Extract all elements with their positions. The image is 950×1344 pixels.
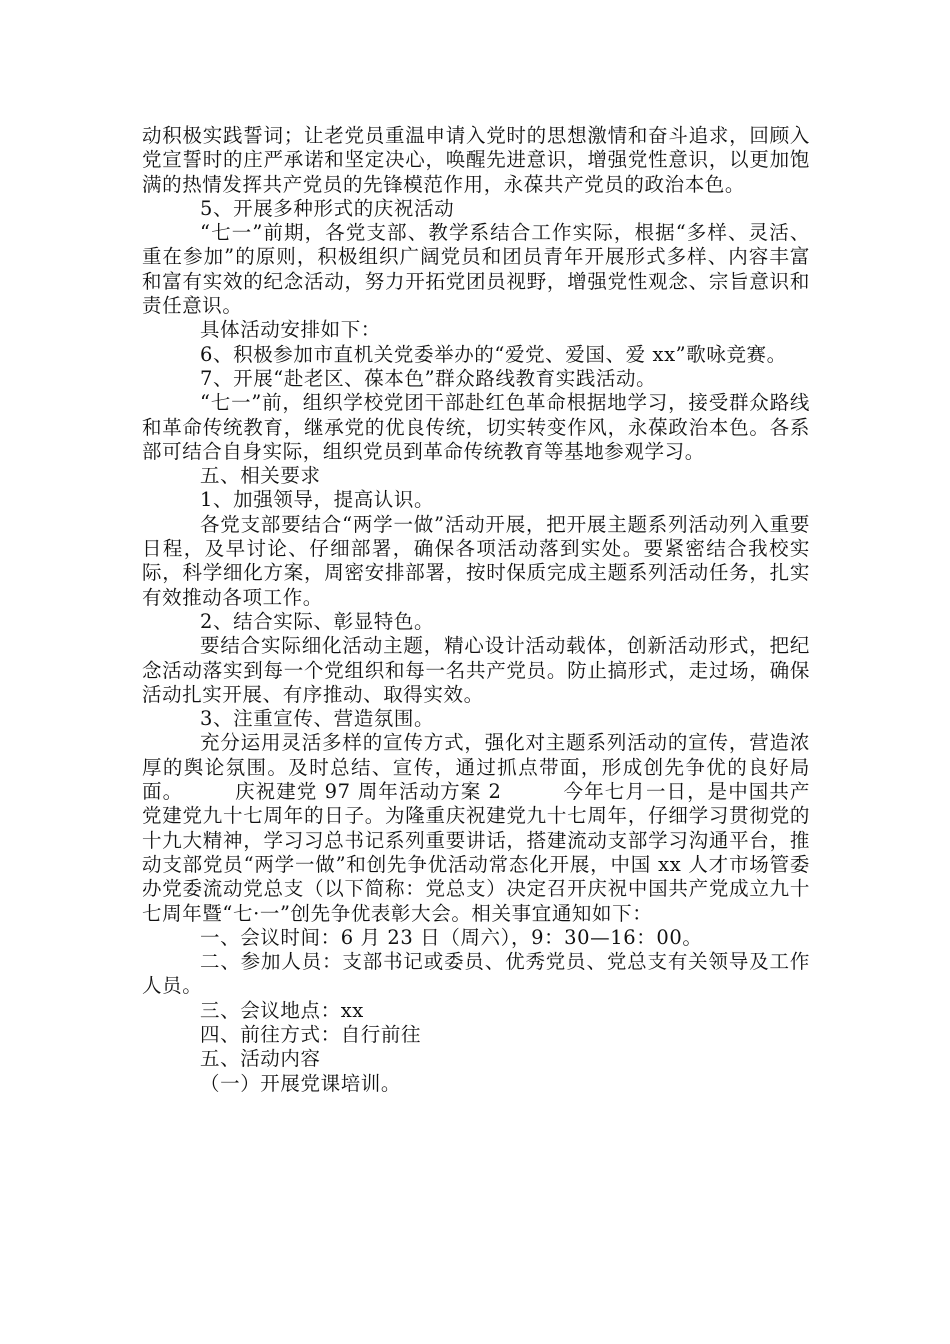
subsection-heading: 1、加强领导，提高认识。: [200, 488, 435, 512]
document-page: [142, 124, 810, 1096]
body-paragraph: 要结合实际细化活动主题，精心设计活动载体，创新活动形式，把纪念活动落实到每一个党组织和每一名共产党员。防止搞形式，走过场，确保活动扎实开展、有序推动、取得实效。: [142, 634, 810, 706]
list-item: 四、前往方式：自行前往: [200, 1022, 422, 1046]
section-heading: 五、活动内容: [200, 1047, 321, 1071]
section-heading: 五、相关要求: [200, 464, 321, 488]
subsection-heading: （一）开展党课培训。: [200, 1071, 402, 1095]
subsection-heading: 2、结合实际、彰显特色。: [200, 609, 435, 633]
body-paragraph: 各党支部要结合“两学一做”活动开展，把开展主题系列活动列入重要日程，及早讨论、仔细部署，确保各项活动落到实处。要紧密结合我校实际，科学细化方案，周密安排部署，按时保质完成主题系列活动任务，扎实有效推动各项工作。: [142, 512, 810, 609]
list-item: 三、会议地点：xx: [200, 998, 364, 1022]
body-paragraph: 动积极实践誓词；让老党员重温申请入党时的思想激情和奋斗追求，回顾入党宣誓时的庄严承诺和坚定决心，唤醒先进意识，增强党性意识，以更加饱满的热情发挥共产党员的先锋模范作用，永葆共产党员的政治本色。: [142, 124, 810, 196]
subsection-heading: 3、注重宣传、营造氛围。: [200, 707, 435, 731]
body-paragraph: “七一”前，组织学校党团干部赴红色革命根据地学习，接受群众路线和革命传统教育，继承党的优良传统，切实转变作风，永葆政治本色。各系部可结合自身实际，组织党员到革命传统教育等基地参观学习。: [142, 391, 810, 463]
list-item: 二、参加人员：支部书记或委员、优秀党员、党总支有关领导及工作人员。: [142, 950, 810, 998]
section-heading: 5、开展多种形式的庆祝活动: [200, 196, 455, 220]
body-paragraph: 充分运用灵活多样的宣传方式，强化对主题系列活动的宣传，营造浓厚的舆论氛围。及时总结、宣传，通过抓点带面，形成创先争优的良好局面。 庆祝建党 97 周年活动方案 2 今年七月一日，是中国共产党建党九十七周年的日子。为隆重庆祝建党九十七周年，仔细学习贯彻党的十九大精神，学习习总书记系列重要讲话，搭建流动支部学习沟通平台，推动支部党员“两学一做”和创先争优活动常态化开展，中国 xx 人才市场管委办党委流动党总支（以下简称：党总支）决定召开庆祝中国共产党成立九十七周年暨“七·一”创先争优表彰大会。相关事宜通知如下：: [142, 731, 810, 925]
body-paragraph: “七一”前期，各党支部、教学系结合工作实际，根据“多样、灵活、重在参加”的原则，积极组织广阔党员和团员青年开展形式多样、内容丰富和富有实效的纪念活动，努力开拓党团员视野，增强党性观念、宗旨意识和责任意识。: [142, 221, 810, 318]
list-item: 6、积极参加市直机关党委举办的“爱党、爱国、爱 xx”歌咏竞赛。: [200, 342, 787, 366]
list-item: 7、开展“赴老区、葆本色”群众路线教育实践活动。: [200, 366, 657, 390]
body-paragraph: 具体活动安排如下：: [200, 318, 381, 342]
list-item: 一、会议时间：6 月 23 日（周六），9：30—16：00。: [200, 925, 703, 949]
